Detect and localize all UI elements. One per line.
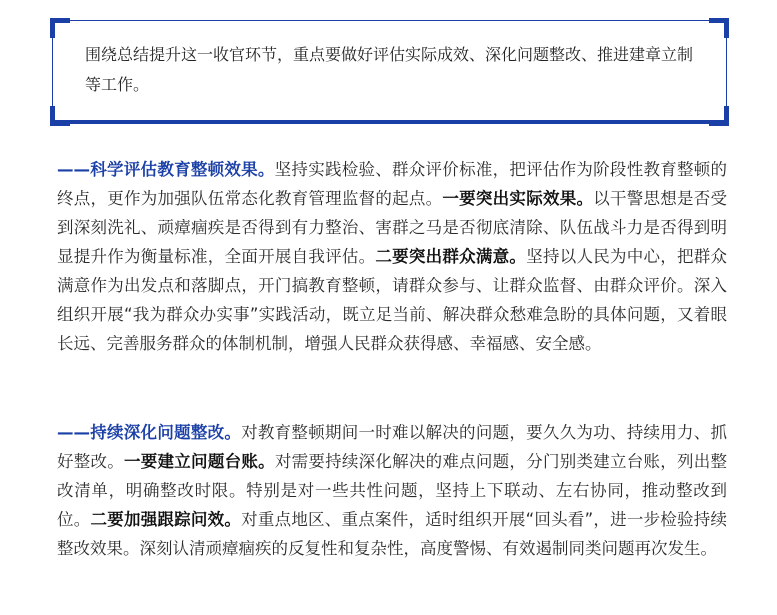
section-heading: ——科学评估教育整顿效果。 — [57, 160, 275, 179]
text-segment: 坚持以人民为中心，把群众满意作为出发点和落脚点，开门搞教育整顿，请群众参与、让群众监督、由群众评价。深入组织开展“我为群众办实事”实践活动，既立足当前、解决群众愁难急盼的具体问题，又着眼长远、完善服务群众的体制机制，增强人民群众获得感、幸福感、安全感。 — [57, 247, 728, 353]
bold-point: 一要建立问题台账。 — [124, 452, 275, 471]
section-paragraph-evaluation — [57, 155, 727, 358]
text-segment: 对教育整顿期间一时难以解决的问题，要久久为功、持续用力、抓好整改。 — [57, 423, 728, 471]
section-paragraph-rectification — [57, 418, 727, 563]
section-heading: ——持续深化问题整改。 — [57, 423, 242, 442]
intro-callout-box — [52, 20, 727, 124]
text-segment: 对需要持续深化解决的难点问题，分门别类建立台账，列出整改清单，明确整改时限。特别是对一些共性问题，坚持上下联动、左右协同，推动整改到位。 — [57, 452, 728, 529]
callout-corner-top-left — [50, 18, 70, 38]
callout-corner-top-right — [709, 18, 729, 38]
text-segment: 对重点地区、重点案件，适时组织开展“回头看”，进一步检验持续整改效果。深刻认清顽瘴痼疾的反复性和复杂性，高度警惕、有效遏制同类问题再次发生。 — [57, 510, 728, 558]
callout-corner-bottom-left — [50, 106, 70, 126]
intro-callout-text: 围绕总结提升这一收官环节，重点要做好评估实际成效、深化问题整改、推进建章立制等工作。 — [85, 45, 694, 94]
callout-corner-bottom-right — [709, 106, 729, 126]
bold-point: 二要加强跟踪问效。 — [90, 510, 242, 529]
bold-point: 二要突出群众满意。 — [375, 247, 527, 266]
callout-border-bottom — [52, 120, 727, 124]
text-segment: 坚持实践检验、群众评价标准，把评估作为阶段性教育整顿的终点，更作为加强队伍常态化教育管理监督的起点。 — [57, 160, 728, 208]
text-segment: 以干警思想是否受到深刻洗礼、顽瘴痼疾是否得到有力整治、害群之马是否彻底清除、队伍战斗力是否得到明显提升作为衡量标准，全面开展自我评估。 — [57, 189, 728, 266]
callout-border-top — [52, 20, 727, 21]
bold-point: 一要突出实际效果。 — [442, 189, 594, 208]
